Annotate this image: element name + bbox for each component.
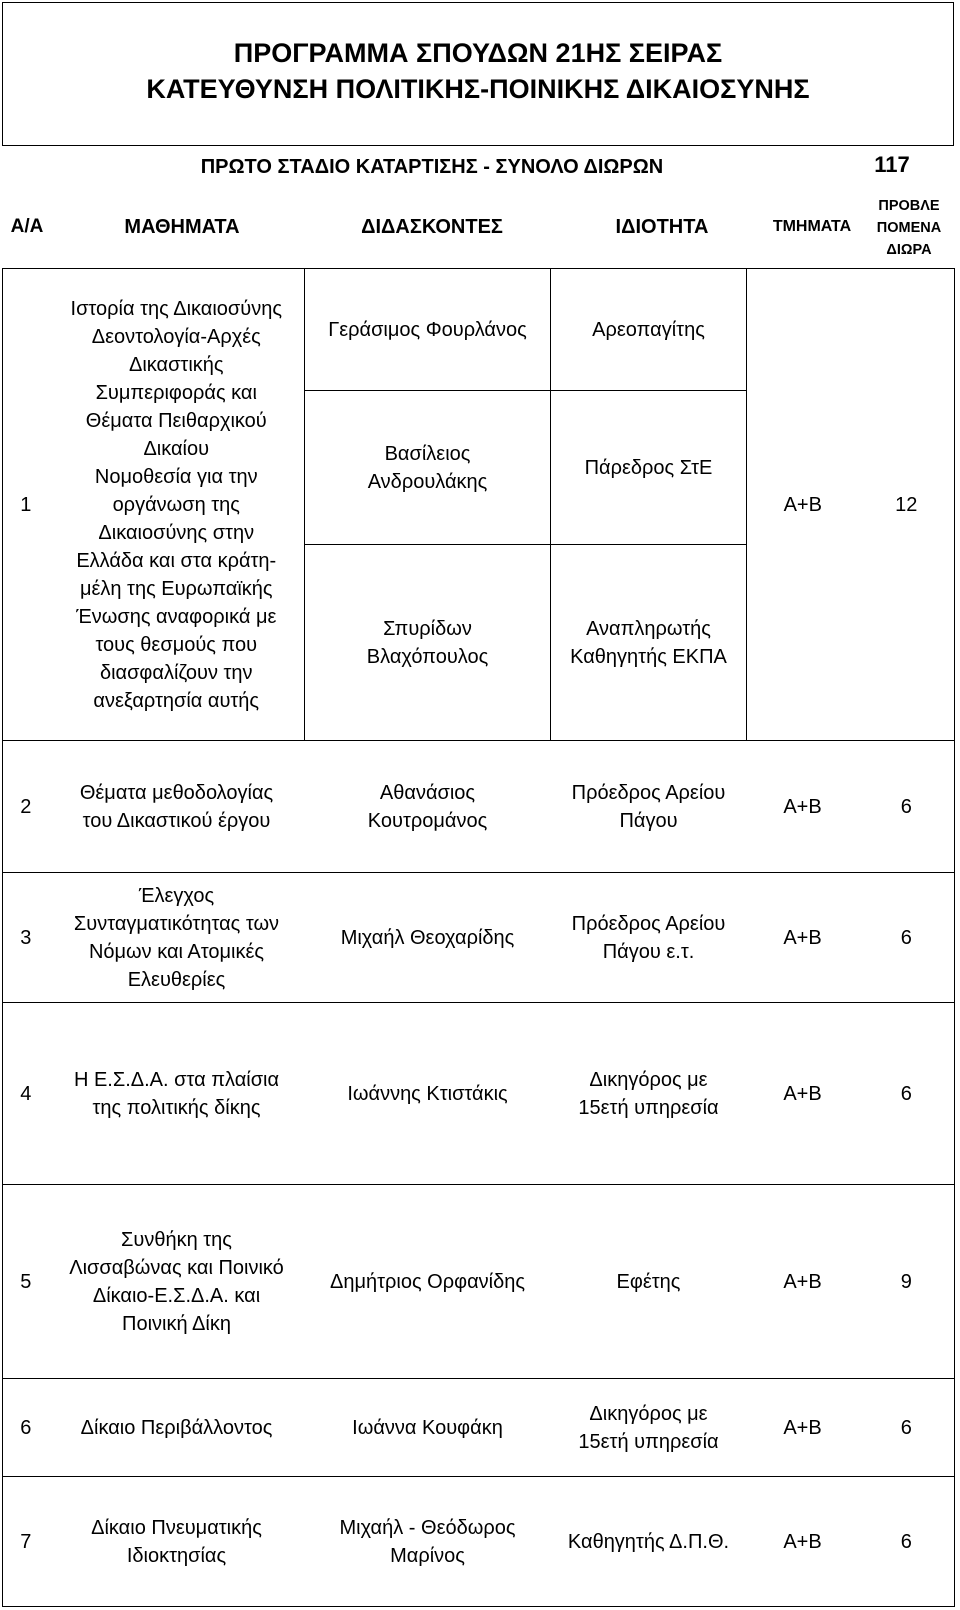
column-header-capacity: ΙΔΙΟΤΗΤΑ: [615, 215, 709, 238]
teacher-name: Ιωάννης Κτιστάκις: [305, 1003, 551, 1185]
course-title: Θέματα μεθοδολογίας του Δικαστικού έργου: [49, 741, 305, 873]
total-hours: 117: [874, 152, 910, 177]
teacher-capacity: Αναπληρωτής Καθηγητής ΕΚΠΑ: [551, 545, 747, 741]
row-number: 5: [3, 1185, 49, 1379]
course-title: Συνθήκη της Λισσαβώνας και Ποινικό Δίκαιο-Ε.Σ.Δ.Α. και Ποινική Δίκη: [49, 1185, 305, 1379]
course-table: [2, 268, 955, 1607]
hours-value: 6: [859, 1003, 955, 1185]
teacher-name: Αθανάσιος Κουτρομάνος: [305, 741, 551, 873]
teacher-name: Δημήτριος Ορφανίδης: [305, 1185, 551, 1379]
stage-label: ΠΡΩΤΟ ΣΤΑΔΙΟ ΚΑΤΑΡΤΙΣΗΣ - ΣΥΝΟΛΟ ΔΙΩΡΩΝ: [200, 155, 664, 178]
course-title: Έλεγχος Συνταγματικότητας των Νόμων και Ατομικές Ελευθερίες: [49, 873, 305, 1003]
hours-value: 6: [859, 873, 955, 1003]
column-header-teachers: ΔΙΔΑΣΚΟΝΤΕΣ: [361, 215, 503, 238]
curriculum-sheet: [2, 2, 954, 1606]
row-number: 7: [3, 1477, 49, 1607]
table-row: [3, 873, 955, 1003]
row-number: 1: [3, 269, 49, 741]
teacher-capacity: Πρόεδρος Αρείου Πάγου ε.τ.: [551, 873, 747, 1003]
course-title: Η Ε.Σ.Δ.Α. στα πλαίσια της πολιτικής δίκης: [49, 1003, 305, 1185]
hours-value: 9: [859, 1185, 955, 1379]
sections-value: Α+Β: [747, 1003, 859, 1185]
teacher-capacity: Πρόεδρος Αρείου Πάγου: [551, 741, 747, 873]
teacher-name: Μιχαήλ - Θεόδωρος Μαρίνος: [305, 1477, 551, 1607]
row-number: 4: [3, 1003, 49, 1185]
course-title: Δίκαιο Πνευματικής Ιδιοκτησίας: [49, 1477, 305, 1607]
course-title: Δίκαιο Περιβάλλοντος: [49, 1379, 305, 1477]
column-header-courses: ΜΑΘΗΜΑΤΑ: [124, 215, 240, 238]
teacher-name: Μιχαήλ Θεοχαρίδης: [305, 873, 551, 1003]
row-number: 3: [3, 873, 49, 1003]
hours-value: 6: [859, 1379, 955, 1477]
column-header-hours: ΠΡΟΒΛΕ ΠΟΜΕΝΑ ΔΙΩΡΑ: [876, 198, 942, 258]
hours-value: 6: [859, 741, 955, 873]
teacher-name: Σπυρίδων Βλαχόπουλος: [305, 545, 551, 741]
teacher-capacity: Δικηγόρος με 15ετή υπηρεσία: [551, 1379, 747, 1477]
table-row: [3, 1477, 955, 1607]
teacher-capacity: Εφέτης: [551, 1185, 747, 1379]
teacher-capacity: Αρεοπαγίτης: [551, 269, 747, 391]
teacher-capacity: Πάρεδρος ΣτΕ: [551, 391, 747, 545]
sections-value: Α+Β: [747, 269, 859, 741]
teacher-capacity: Δικηγόρος με 15ετή υπηρεσία: [551, 1003, 747, 1185]
table-row: [3, 1379, 955, 1477]
course-title: Ιστορία της Δικαιοσύνης Δεοντολογία-Αρχές Δικαστικής Συμπεριφοράς και Θέματα Πειθαρχικού Δικαίου Νομοθεσία για την οργάνωση της Δικαιοσύνης στην Ελλάδα και στα κράτη- μέλη της Ευρωπαϊκής Ένωσης αναφορικά με τους θεσμούς που διασφαλίζουν την ανεξαρτησία αυτής: [49, 269, 305, 741]
sections-value: Α+Β: [747, 741, 859, 873]
table-row: [3, 741, 955, 873]
sections-value: Α+Β: [747, 1477, 859, 1607]
table-row: [3, 1003, 955, 1185]
sections-value: Α+Β: [747, 1379, 859, 1477]
sections-value: Α+Β: [747, 873, 859, 1003]
teacher-name: Ιωάννα Κουφάκη: [305, 1379, 551, 1477]
hours-value: 12: [859, 269, 955, 741]
row-number: 6: [3, 1379, 49, 1477]
page-title-line2: ΚΑΤΕΥΘΥΝΣΗ ΠΟΛΙΤΙΚΗΣ-ΠΟΙΝΙΚΗΣ ΔΙΚΑΙΟΣΥΝΗΣ: [146, 74, 810, 104]
row-number: 2: [3, 741, 49, 873]
column-header-aa: Α/Α: [10, 216, 44, 237]
page-title-line1: ΠΡΟΓΡΑΜΜΑ ΣΠΟΥΔΩΝ 21ΗΣ ΣΕΙΡΑΣ: [233, 38, 723, 68]
teacher-name: Βασίλειος Ανδρουλάκης: [305, 391, 551, 545]
sections-value: Α+Β: [747, 1185, 859, 1379]
hours-value: 6: [859, 1477, 955, 1607]
teacher-capacity: Καθηγητής Δ.Π.Θ.: [551, 1477, 747, 1607]
column-header-sections: ΤΜΗΜΑΤΑ: [772, 218, 852, 235]
table-row: [3, 269, 955, 391]
table-row: [3, 1185, 955, 1379]
teacher-name: Γεράσιμος Φουρλάνος: [305, 269, 551, 391]
